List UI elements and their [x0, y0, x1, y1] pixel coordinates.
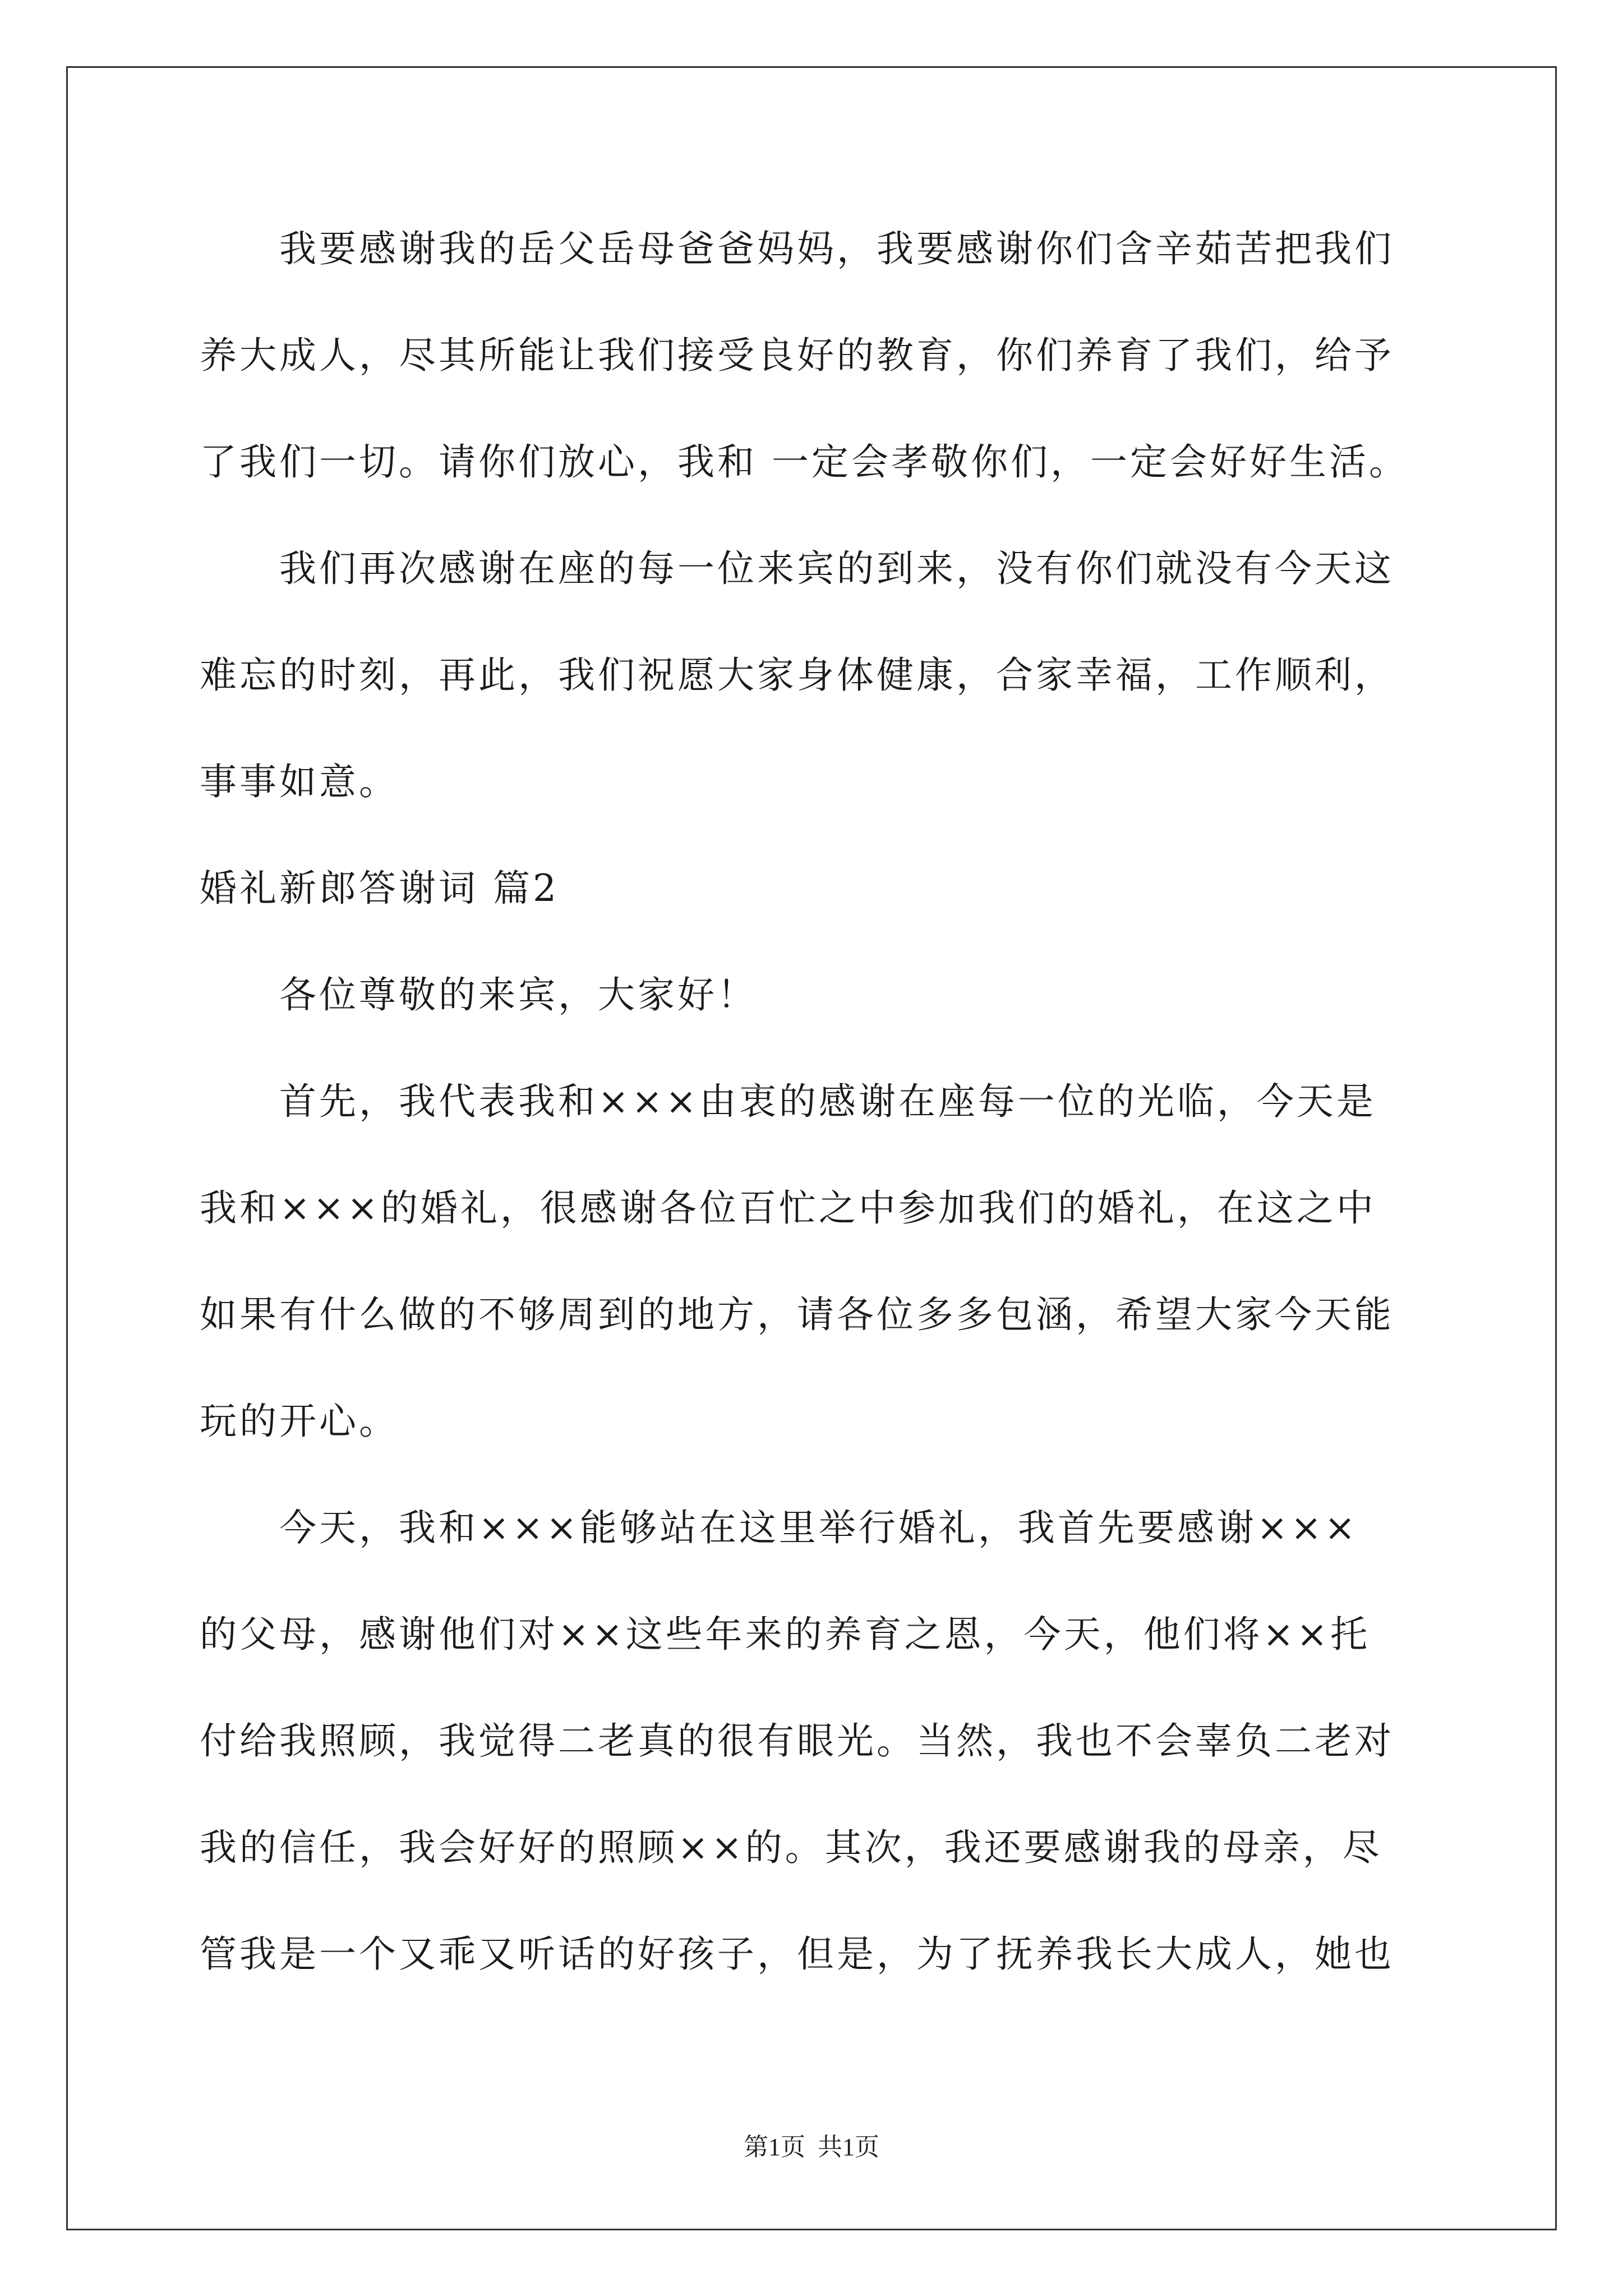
- text-line: 难忘的时刻，再此，我们祝愿大家身体健康，合家幸福，工作顺利，: [200, 654, 1394, 697]
- text-line: 我和×××的婚礼，很感谢各位百忙之中参加我们的婚礼，在这之中: [200, 1186, 1376, 1230]
- text-line: 了我们一切。请你们放心，我和 一定会孝敬你们，一定会好好生活。: [200, 440, 1409, 484]
- section-heading: 婚礼新郎答谢词 篇2: [200, 867, 559, 910]
- text-line: 首先，我代表我和×××由衷的感谢在座每一位的光临，今天是: [200, 1080, 1376, 1123]
- text-line: 我们再次感谢在座的每一位来宾的到来，没有你们就没有今天这: [200, 547, 1394, 590]
- text-line: 事事如意。: [200, 760, 399, 803]
- text-line: 付给我照顾，我觉得二老真的很有眼光。当然，我也不会辜负二老对: [200, 1719, 1394, 1763]
- text-line: 各位尊敬的来宾，大家好！: [200, 973, 757, 1016]
- page-border: [66, 66, 1557, 2230]
- page-number-footer: 第1页 共1页: [744, 2133, 879, 2161]
- text-line: 的父母，感谢他们对××这些年来的养育之恩，今天，他们将××托: [200, 1613, 1371, 1656]
- text-line: 我的信任，我会好好的照顾××的。其次，我还要感谢我的母亲，尽: [200, 1826, 1382, 1869]
- text-line: 养大成人，尽其所能让我们接受良好的教育，你们养育了我们，给予: [200, 334, 1394, 377]
- text-line: 今天，我和×××能够站在这里举行婚礼，我首先要感谢×××: [200, 1506, 1358, 1549]
- text-line: 管我是一个又乖又听话的好孩子，但是，为了抚养我长大成人，她也: [200, 1932, 1394, 1976]
- text-line: 如果有什么做的不够周到的地方，请各位多多包涵，希望大家今天能: [200, 1293, 1394, 1336]
- text-line: 我要感谢我的岳父岳母爸爸妈妈，我要感谢你们含辛茹苦把我们: [200, 227, 1394, 270]
- text-line: 玩的开心。: [200, 1400, 399, 1443]
